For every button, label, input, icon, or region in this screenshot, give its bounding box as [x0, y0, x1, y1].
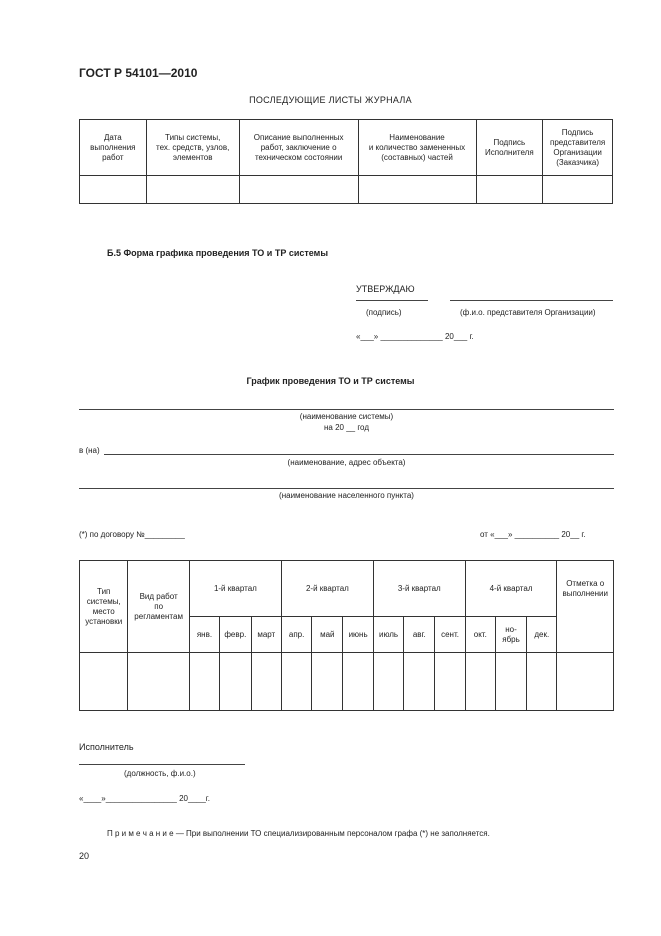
cell[interactable] [527, 653, 557, 711]
document-code: ГОСТ Р 54101—2010 [79, 66, 198, 80]
cell[interactable] [128, 653, 189, 711]
cell[interactable] [543, 176, 613, 204]
month-sep: сент. [435, 617, 465, 653]
quarter-3: 3-й квартал [373, 561, 465, 617]
cell[interactable] [80, 176, 147, 204]
schedule-table [79, 560, 614, 711]
object-label: (наименование, адрес объекта) [287, 458, 406, 467]
cell[interactable] [80, 653, 128, 711]
col-system-type: Тип системы, место установки [80, 561, 128, 653]
cell[interactable] [343, 653, 373, 711]
cell[interactable] [312, 653, 343, 711]
cell[interactable] [251, 653, 281, 711]
settlement-label: (наименование населенного пункта) [279, 491, 414, 500]
table-row [80, 653, 614, 711]
month-jan: янв. [189, 617, 219, 653]
col-work-type: Вид работ по регламентам [128, 561, 189, 653]
executor-label: Исполнитель [79, 742, 134, 752]
name-line[interactable] [450, 300, 613, 301]
journal-table [79, 119, 613, 204]
cell[interactable] [239, 176, 358, 204]
cell[interactable] [358, 176, 476, 204]
in-prefix: в (на) [79, 446, 100, 455]
cell[interactable] [435, 653, 465, 711]
col-work-description: Описание выполненных работ, заключение о техническом состоянии [239, 120, 358, 176]
month-jul: июль [373, 617, 403, 653]
system-label: (наименование системы) [299, 412, 394, 421]
note-prefix: П р и м е ч а н и е [107, 829, 174, 838]
quarter-1: 1-й квартал [189, 561, 281, 617]
position-label: (должность, ф.и.о.) [124, 769, 196, 778]
col-date: Дата выполнения работ [80, 120, 147, 176]
month-feb: февр. [220, 617, 252, 653]
table-row [80, 176, 613, 204]
signature-line[interactable] [356, 300, 428, 301]
quarter-4: 4-й квартал [465, 561, 557, 617]
executor-line[interactable] [79, 764, 245, 765]
month-mar: март [251, 617, 281, 653]
cell[interactable] [404, 653, 435, 711]
month-apr: апр. [281, 617, 311, 653]
col-system-types: Типы системы, тех. средств, узлов, элементов [146, 120, 239, 176]
month-aug: авг. [404, 617, 435, 653]
approve-date: «___» ______________ 20___ г. [356, 332, 474, 341]
note-text: — При выполнении ТО специализированным персоналом графа (*) не заполняется. [175, 829, 490, 838]
month-dec: дек. [527, 617, 557, 653]
col-customer-signature: Подпись представителя Организации (Заказчика) [543, 120, 613, 176]
cell[interactable] [373, 653, 403, 711]
month-nov: но- ябрь [495, 617, 526, 653]
cell[interactable] [557, 653, 614, 711]
month-may: май [312, 617, 343, 653]
schedule-title: График проведения ТО и ТР системы [246, 376, 415, 386]
signature-label: (подпись) [366, 308, 402, 317]
section-heading: Б.5 Форма графика проведения ТО и ТР системы [107, 248, 329, 258]
page-number: 20 [79, 851, 90, 861]
cell[interactable] [281, 653, 311, 711]
month-oct: окт. [465, 617, 495, 653]
system-name-line[interactable] [79, 409, 614, 410]
col-executor-signature: Подпись Исполнителя [476, 120, 543, 176]
col-completion-mark: Отметка о выполнении [557, 561, 614, 653]
object-line[interactable] [104, 454, 614, 455]
cell[interactable] [146, 176, 239, 204]
cell[interactable] [495, 653, 526, 711]
col-replaced-parts: Наименование и количество замененных (составных) частей [358, 120, 476, 176]
contract-date: от «___» __________ 20__ г. [480, 530, 586, 539]
approve-title: УТВЕРЖДАЮ [356, 284, 415, 294]
note [107, 829, 490, 838]
quarter-2: 2-й квартал [281, 561, 373, 617]
cell[interactable] [189, 653, 219, 711]
journal-title: ПОСЛЕДУЮЩИЕ ЛИСТЫ ЖУРНАЛА [249, 95, 412, 105]
settlement-line[interactable] [79, 488, 614, 489]
name-label: (ф.и.о. представителя Организации) [460, 308, 596, 317]
year-line: на 20 __ год [323, 423, 369, 432]
executor-date: «____»________________ 20____г. [79, 794, 210, 803]
cell[interactable] [476, 176, 543, 204]
month-jun: июнь [343, 617, 373, 653]
contract-number: (*) по договору №_________ [79, 530, 185, 539]
cell[interactable] [220, 653, 252, 711]
cell[interactable] [465, 653, 495, 711]
